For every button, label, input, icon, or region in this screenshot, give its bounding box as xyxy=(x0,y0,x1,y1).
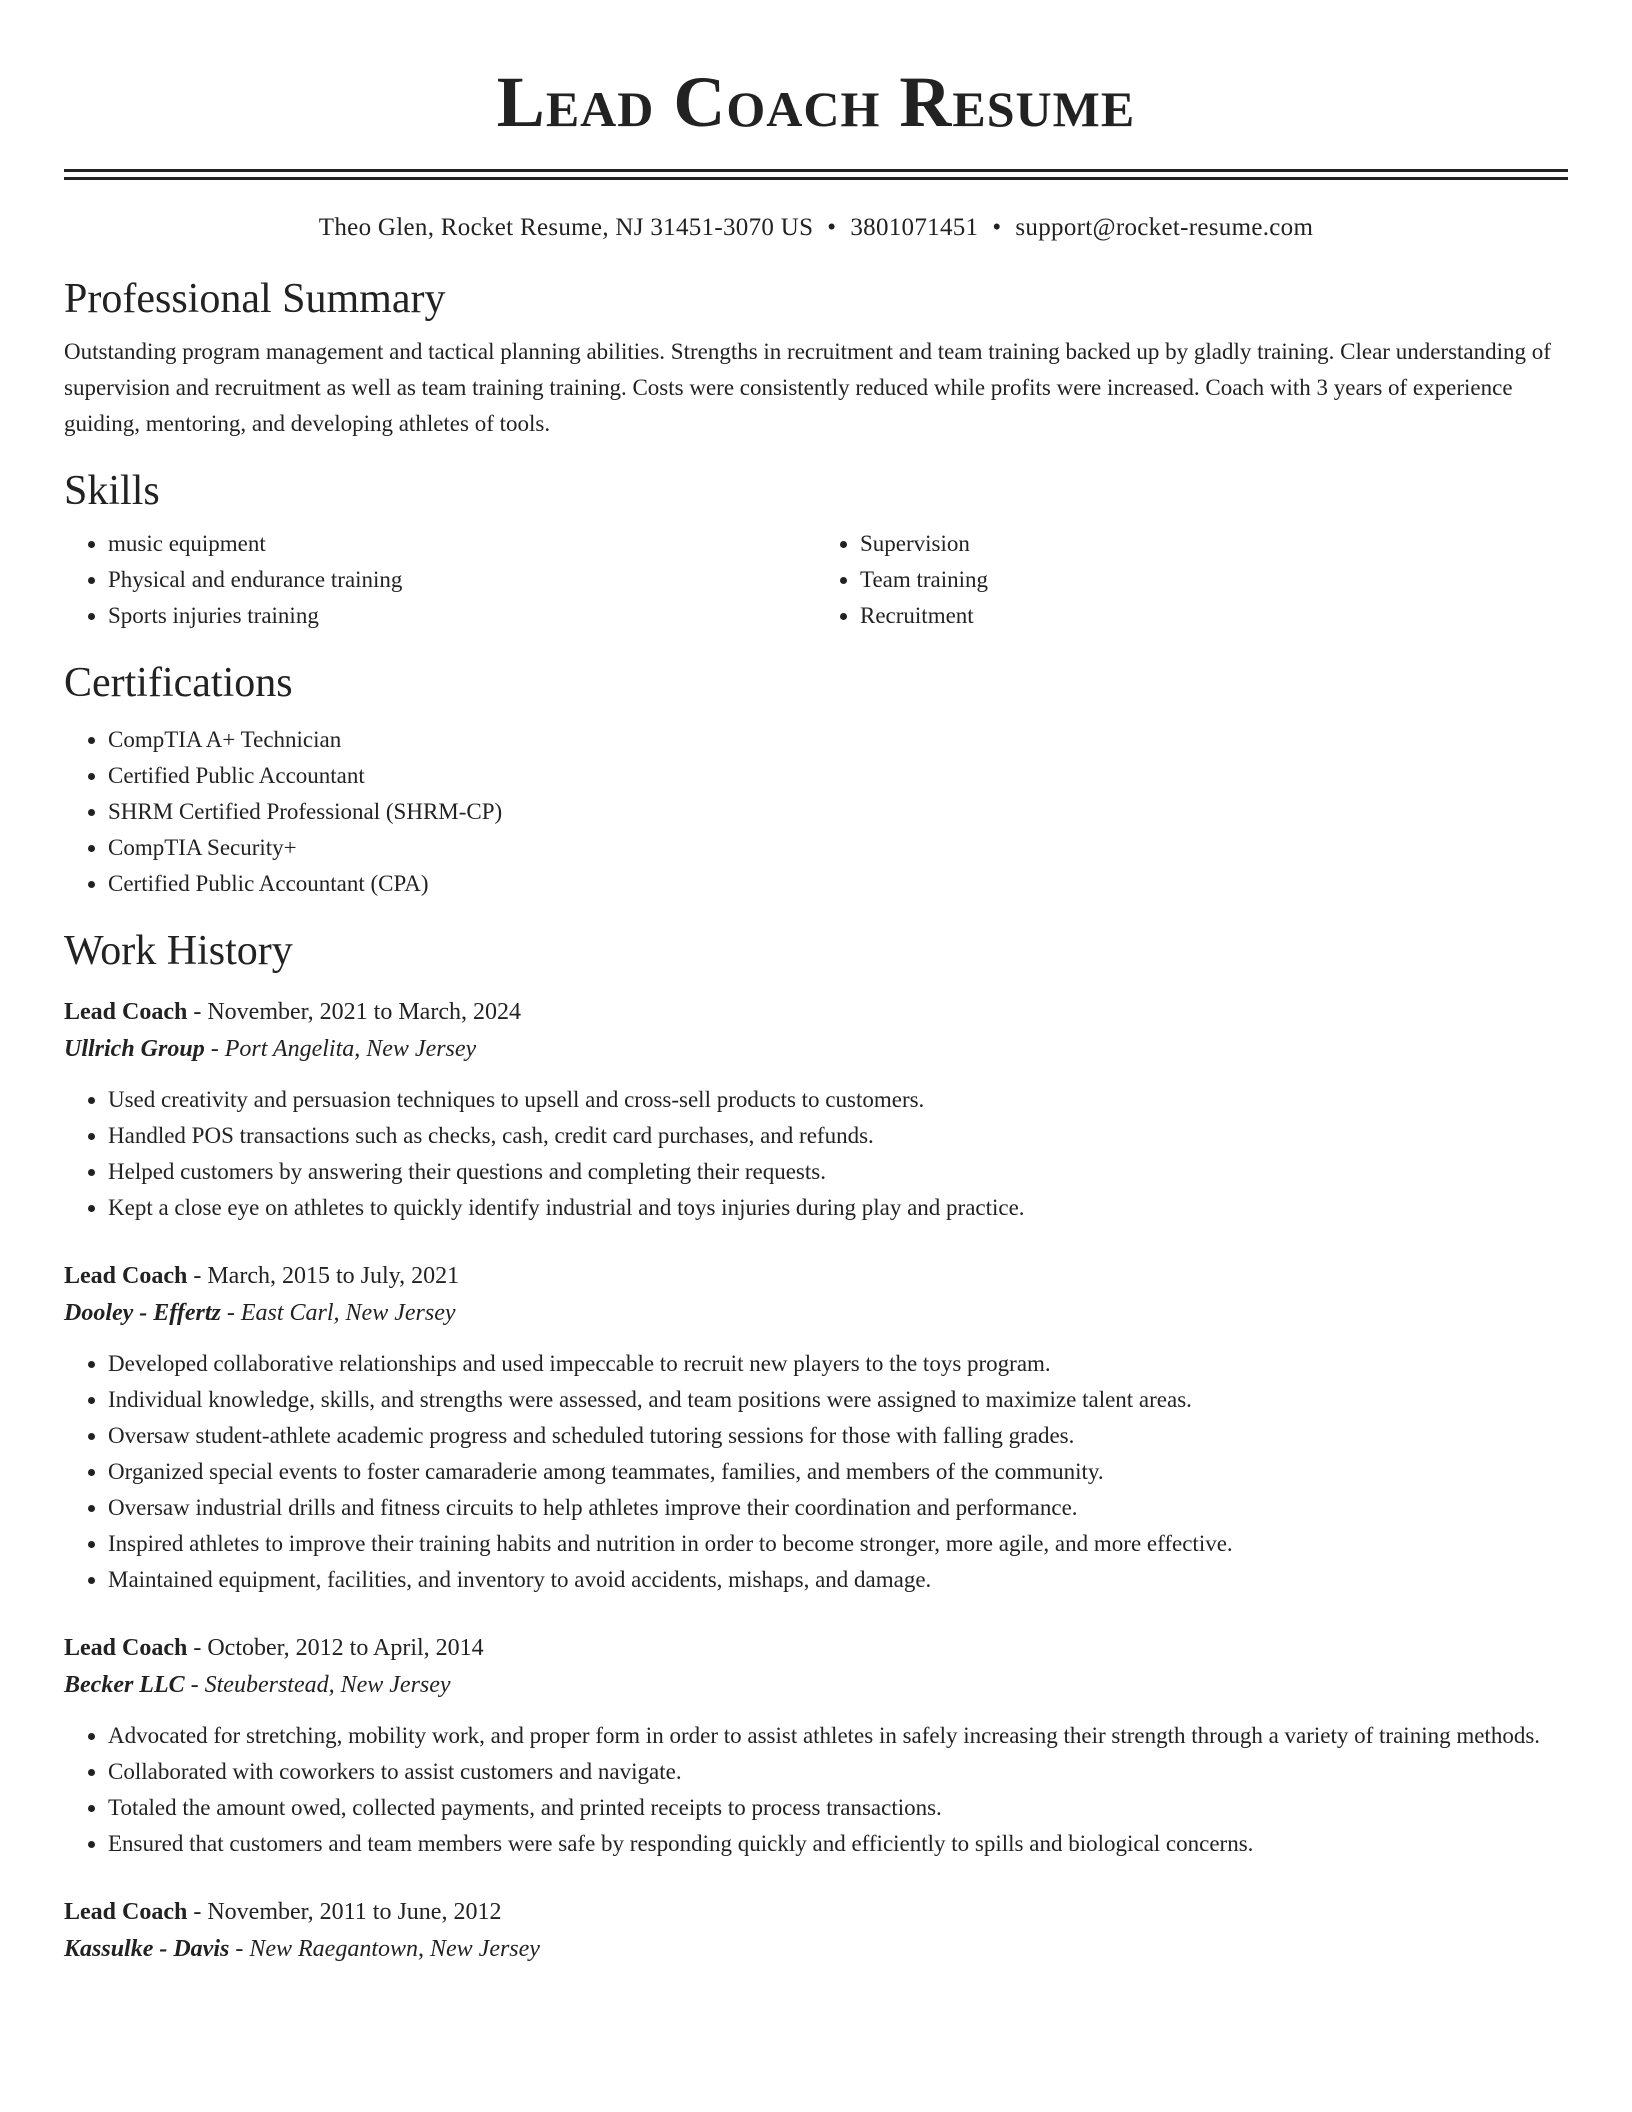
job-company-line xyxy=(64,1030,1568,1068)
job-bullet: • Inspired athletes to improve their training habits and nutrition in order to become stronger, more agile, and more effective. xyxy=(108,1526,1568,1562)
job-title: Lead Coach xyxy=(64,1635,188,1661)
job-entry xyxy=(64,1894,1568,1968)
job-bullet: • Organized special events to foster camaraderie among teammates, families, and members of the community. xyxy=(108,1454,1568,1490)
contact-separator: • xyxy=(827,214,837,241)
skill-item: • Team training xyxy=(860,562,1568,598)
certification-item: • CompTIA A+ Technician xyxy=(108,722,1568,758)
job-bullet: • Advocated for stretching, mobility work, and proper form in order to assist athletes in safely increasing their strength through a variety of training methods. xyxy=(108,1718,1568,1754)
certification-item: • Certified Public Accountant xyxy=(108,758,1568,794)
skills-heading: Skills xyxy=(64,468,160,514)
skills-column-right xyxy=(816,526,1568,634)
title-double-rule xyxy=(64,169,1568,180)
job-title-line xyxy=(64,1630,1568,1666)
summary-text: Outstanding program management and tactical planning abilities. Strengths in recruitment and team training backed up by gladly training. Clear understanding of supervision and recruitment as well as team training training. Costs were consistently reduced while profits were increased. Coach with 3 years of experience guiding, mentoring, and developing athletes of tools. xyxy=(64,339,1551,436)
job-bullet: • Individual knowledge, skills, and strengths were assessed, and team positions were assigned to maximize talent areas. xyxy=(108,1382,1568,1418)
job-title: Lead Coach xyxy=(64,999,188,1025)
job-bullets xyxy=(64,1346,1568,1598)
contact-phone: 3801071451 xyxy=(850,214,979,241)
job-bullet: • Oversaw student-athlete academic progress and scheduled tutoring sessions for those with falling grades. xyxy=(108,1418,1568,1454)
job-entry xyxy=(64,994,1568,1226)
job-location: - Steuberstead, New Jersey xyxy=(184,1672,451,1698)
job-bullet: • Collaborated with coworkers to assist customers and navigate. xyxy=(108,1754,1568,1790)
job-bullet: • Handled POS transactions such as checks, cash, credit card purchases, and refunds. xyxy=(108,1118,1568,1154)
job-title: Lead Coach xyxy=(64,1899,188,1925)
contact-email: support@rocket-resume.com xyxy=(1015,214,1314,241)
job-company: Becker LLC xyxy=(64,1672,185,1698)
job-location: - New Raegantown, New Jersey xyxy=(229,1936,540,1962)
skills-columns xyxy=(64,526,1568,634)
job-title-line xyxy=(64,994,1568,1030)
job-bullet: • Oversaw industrial drills and fitness circuits to help athletes improve their coordination and performance. xyxy=(108,1490,1568,1526)
job-title-line xyxy=(64,1258,1568,1294)
skill-item: • music equipment xyxy=(108,526,816,562)
job-bullet: • Developed collaborative relationships and used impeccable to recruit new players to the toys program. xyxy=(108,1346,1568,1382)
resume-title: Lead Coach Resume xyxy=(496,62,1136,142)
job-company: Kassulke - Davis xyxy=(64,1936,230,1962)
job-company: Ullrich Group xyxy=(64,1036,205,1062)
summary-heading: Professional Summary xyxy=(64,276,446,322)
job-bullet: • Helped customers by answering their questions and completing their requests. xyxy=(108,1154,1568,1190)
contact-separator: • xyxy=(992,214,1002,241)
contact-line xyxy=(64,212,1568,244)
job-bullets xyxy=(64,1718,1568,1862)
job-location: - East Carl, New Jersey xyxy=(220,1300,456,1326)
contact-address: Theo Glen, Rocket Resume, NJ 31451-3070 US xyxy=(318,214,814,241)
certification-item: • CompTIA Security+ xyxy=(108,830,1568,866)
job-bullets xyxy=(64,1082,1568,1226)
job-bullet: • Totaled the amount owed, collected payments, and printed receipts to process transactions. xyxy=(108,1790,1568,1826)
job-location: - Port Angelita, New Jersey xyxy=(204,1036,477,1062)
skills-column-left xyxy=(64,526,816,634)
skill-item: • Sports injuries training xyxy=(108,598,816,634)
job-entry xyxy=(64,1258,1568,1598)
job-bullet: • Kept a close eye on athletes to quickly identify industrial and toys injuries during play and practice. xyxy=(108,1190,1568,1226)
job-dates: - March, 2015 to July, 2021 xyxy=(187,1263,460,1289)
certification-item: • SHRM Certified Professional (SHRM-CP) xyxy=(108,794,1568,830)
skills-list-left xyxy=(64,526,816,634)
job-dates: - November, 2011 to June, 2012 xyxy=(187,1899,502,1925)
certifications-heading: Certifications xyxy=(64,660,293,706)
job-title-line xyxy=(64,1894,1568,1930)
job-dates: - October, 2012 to April, 2014 xyxy=(187,1635,484,1661)
skill-item: • Physical and endurance training xyxy=(108,562,816,598)
job-title: Lead Coach xyxy=(64,1263,188,1289)
work-history-heading: Work History xyxy=(64,928,293,974)
job-company-line xyxy=(64,1666,1568,1704)
certification-item: • Certified Public Accountant (CPA) xyxy=(108,866,1568,902)
job-company: Dooley - Effertz xyxy=(64,1300,221,1326)
job-company-line xyxy=(64,1294,1568,1332)
job-company-line xyxy=(64,1930,1568,1968)
job-bullet: • Used creativity and persuasion techniques to upsell and cross-sell products to customers. xyxy=(108,1082,1568,1118)
skills-list-right xyxy=(816,526,1568,634)
certifications-list xyxy=(64,722,1568,902)
skill-item: • Recruitment xyxy=(860,598,1568,634)
job-bullet: • Ensured that customers and team members were safe by responding quickly and efficiently to spills and biological concerns. xyxy=(108,1826,1568,1862)
job-entry xyxy=(64,1630,1568,1862)
job-dates: - November, 2021 to March, 2024 xyxy=(187,999,521,1025)
job-bullet: • Maintained equipment, facilities, and inventory to avoid accidents, mishaps, and damage. xyxy=(108,1562,1568,1598)
skill-item: • Supervision xyxy=(860,526,1568,562)
